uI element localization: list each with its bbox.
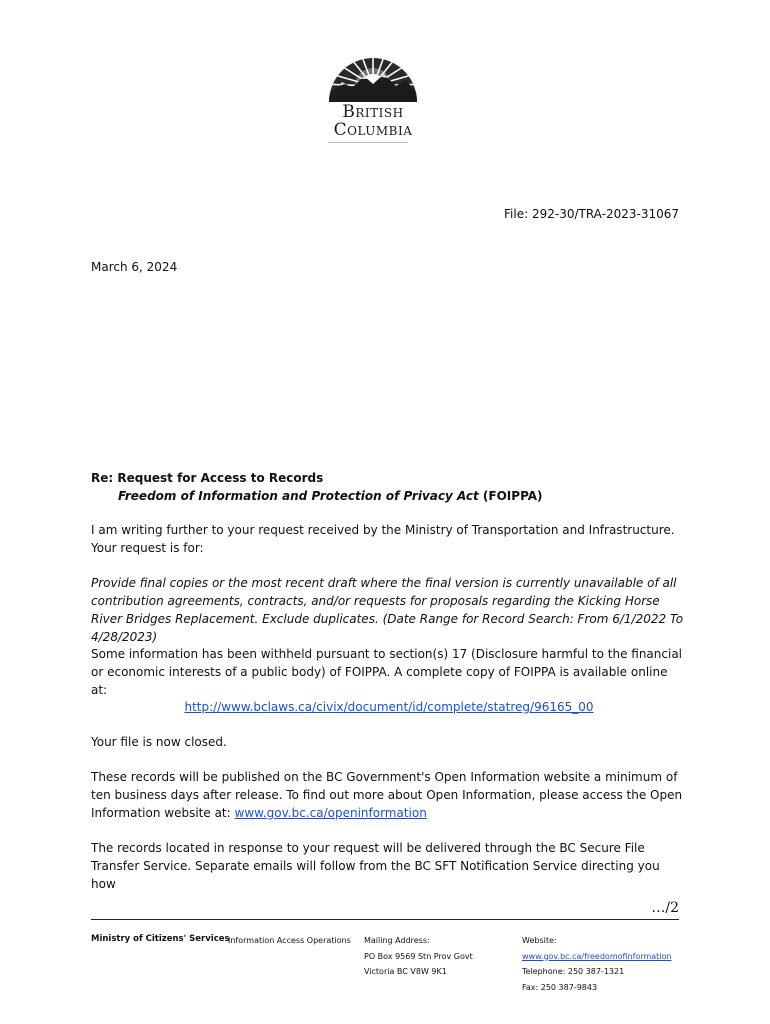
paragraph-file-closed: Your file is now closed.	[91, 735, 227, 749]
footer-mailing-address	[364, 933, 473, 980]
paragraph-delivery: The records located in response to your request will be delivered through the BC Secure File Transfer Service. Separate emails will follow from the BC SFT Notification Service directing you how	[91, 841, 660, 891]
subject-line: Re: Request for Access to Records	[91, 471, 324, 485]
sun-mountain-emblem-icon	[312, 46, 434, 104]
act-abbreviation: (FOIPPA)	[478, 489, 543, 503]
paragraph-withheld: Some information has been withheld pursuant to section(s) 17 (Disclosure harmful to the financial or economic interests of a public body) of FOIPPA. A complete copy of FOIPPA is available online at:	[91, 647, 683, 697]
website-label: Website:	[522, 936, 557, 945]
footer-divider	[91, 919, 679, 920]
file-reference: File: 292-30/TRA-2023-31067	[504, 207, 679, 221]
logo-text-columbia: Columbia	[333, 120, 413, 140]
paragraph-intro: I am writing further to your request received by the Ministry of Transportation and Infrastructure. Your request is for:	[91, 523, 675, 555]
paragraph-request-text: Provide final copies or the most recent draft where the final version is currently unavailable of all contribution agreements, contracts, and/or requests for proposals regarding the Kicking Horse River Bridges Replacement. Exclude duplicates. (Date Range for Record Search: From 6/1/2022 To 4/28/2023)	[91, 576, 684, 644]
act-name: Freedom of Information and Protection of Privacy Act	[118, 489, 479, 503]
paragraph-open-information	[91, 768, 687, 822]
open-information-text: These records will be published on the BC Government's Open Information website a minimum of ten business days after release. To find out more about Open Information, please access the Open Information website at:	[91, 770, 683, 820]
footer-website-block	[522, 933, 672, 995]
foippa-link-row	[91, 698, 687, 716]
mailing-line-2: Victoria BC V8W 9K1	[364, 967, 447, 976]
fax: Fax: 250 387-9843	[522, 982, 598, 992]
foippa-link[interactable]: http://www.bclaws.ca/civix/document/id/complete/statreg/96165_00	[184, 700, 594, 714]
website-link[interactable]: www.gov.bc.ca/freedomofinformation	[522, 951, 672, 961]
logo-underline	[328, 142, 408, 143]
footer-office: Information Access Operations	[228, 936, 351, 945]
mailing-line-1: PO Box 9569 Stn Prov Govt	[364, 951, 473, 961]
telephone: Telephone: 250 387-1321	[522, 967, 625, 976]
mailing-label: Mailing Address:	[364, 936, 430, 945]
logo-text-british: British	[342, 102, 404, 122]
letter-date: March 6, 2024	[91, 260, 178, 274]
subject-act-line	[118, 487, 543, 505]
footer-ministry: Ministry of Citizens' Services	[91, 934, 230, 944]
open-information-link[interactable]: www.gov.bc.ca/openinformation	[234, 806, 427, 820]
page-continuation: …/2	[651, 900, 679, 916]
